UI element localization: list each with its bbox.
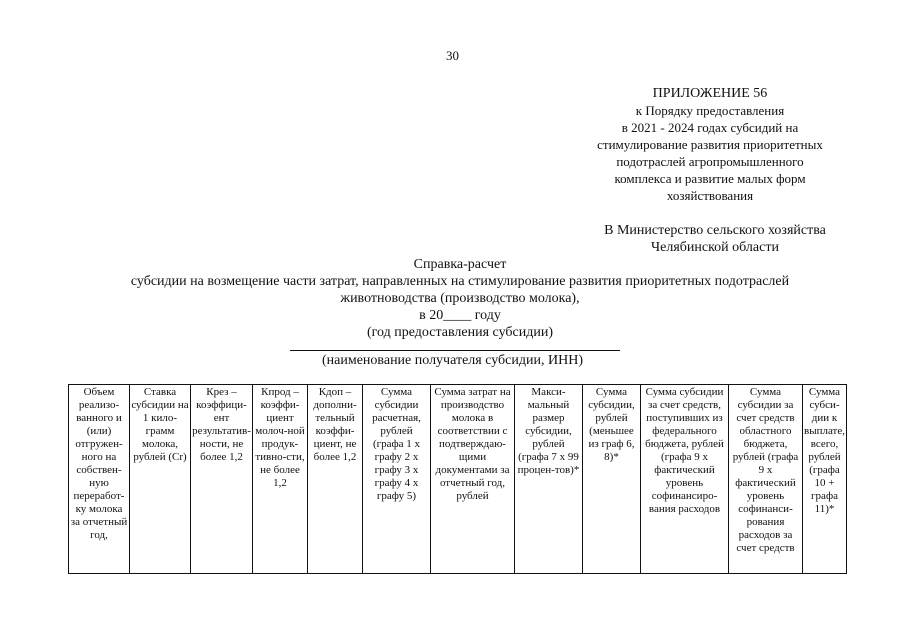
addressee-line: Челябинской области <box>651 240 779 255</box>
addressee-block <box>560 222 870 256</box>
appendix-line: к Порядку предоставления <box>635 103 785 118</box>
column-header: Сумма субсидии за счет средств, поступивших из федерального бюджета, рублей (графа 9 х фактический уровень софинансиро-вания расходов <box>641 385 729 574</box>
recipient-signature-line <box>290 350 620 351</box>
calculation-table <box>68 384 847 574</box>
document-title: Справка-расчет <box>413 257 507 272</box>
year-note: (год предоставления субсидии) <box>367 325 553 340</box>
appendix-line: стимулирование развития приоритетных <box>597 137 823 152</box>
column-header: Сумма субсидии, рублей (меньшее из граф 6, 8)* <box>583 385 641 574</box>
table-header-row <box>69 385 847 574</box>
column-header: Сумма затрат на производство молока в соответствии с подтверждаю-щими документами за отчетный год, рублей <box>431 385 515 574</box>
document-subtitle-line1: субсидии на возмещение части затрат, направленных на стимулирование развития приоритетных подотраслей <box>130 274 790 289</box>
column-header: Кдоп – дополни-тельный коэффи-циент, не более 1,2 <box>308 385 363 574</box>
year-line: в 20____ году <box>419 308 501 323</box>
addressee-line: В Министерство сельского хозяйства <box>604 223 826 238</box>
column-header: Сумма субсидии расчетная, рублей (графа 1 х графу 2 х графу 3 х графу 4 х графу 5) <box>363 385 431 574</box>
column-header: Сумма субси-дии к выплате, всего, рублей (графа 10 + графа 11)* <box>803 385 847 574</box>
column-header: Сумма субсидии за счет средств областного бюджета, рублей (графа 9 х фактический уровень софинанси-рования расходов за счет средств <box>729 385 803 574</box>
page-number: 30 <box>446 48 459 63</box>
appendix-title: ПРИЛОЖЕНИЕ 56 <box>652 86 768 101</box>
appendix-line: подотраслей агропромышленного <box>616 154 804 169</box>
column-header: Макси-мальный размер субсидии, рублей (графа 7 х 99 процен-тов)* <box>515 385 583 574</box>
column-header: Кпрод – коэффи-циент молоч-ной продук-тивно-сти, не более 1,2 <box>253 385 308 574</box>
appendix-line: комплекса и развитие малых форм <box>614 171 806 186</box>
column-header: Ставка субсидии на 1 кило-грамм молока, рублей (Сr) <box>130 385 191 574</box>
document-subtitle-line2: животноводства (производство молока), <box>340 291 580 306</box>
column-header: Объем реализо-ванного и (или) отгружен-ного на собствен-ную переработ-ку молока за отчетный год, <box>69 385 130 574</box>
recipient-label: (наименование получателя субсидии, ИНН) <box>322 353 583 368</box>
appendix-block <box>540 85 880 204</box>
appendix-line: в 2021 - 2024 годах субсидий на <box>621 120 799 135</box>
appendix-line: хозяйствования <box>666 188 754 203</box>
column-header: Крез – коэффици-ент результатив-ности, не более 1,2 <box>191 385 253 574</box>
